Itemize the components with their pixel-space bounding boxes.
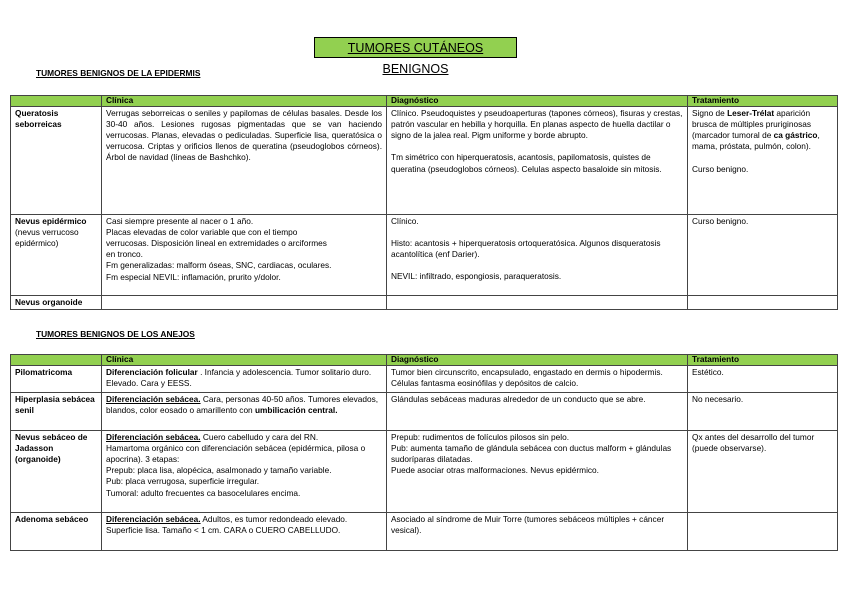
- table-epidermis: [10, 95, 838, 310]
- row-name-text: Nevus epidérmico: [15, 215, 87, 226]
- clinica-text: Adultos, es tumor redondeado elevado. Superficie lisa. Tamaño < 1 cm. CARA o CUERO CABELLUDO.: [106, 513, 348, 535]
- row-name: Nevus organoide: [11, 295, 102, 309]
- cell-diagnostico: [387, 214, 688, 295]
- row-name-sub: (nevus verrucoso epidérmico): [15, 226, 79, 248]
- header-empty: [11, 96, 102, 107]
- cell-clinica: [102, 365, 387, 392]
- cell-tratamiento: [688, 106, 838, 214]
- cell-tratamiento: Qx antes del desarrollo del tumor (puede observarse).: [688, 430, 838, 512]
- header-clinica: Clínica: [102, 355, 387, 366]
- table-row: [11, 392, 838, 430]
- cell-diagnostico: [387, 295, 688, 309]
- cell-clinica: [102, 392, 387, 430]
- table-row: [11, 214, 838, 295]
- clinica-bold: Diferenciación sebácea.: [106, 513, 201, 524]
- table-header-row: [11, 96, 838, 107]
- table-row: [11, 365, 838, 392]
- diagnostico-p2: Tm simétrico con hiperqueratosis, acantosis, papilomatosis, quistes de queratina (pseudoglobos córneos). Celulas aspecto basaloide sin mitosis.: [391, 152, 662, 174]
- row-name: Queratosis seborreicas: [11, 106, 102, 214]
- clinica-line: Tumoral: adulto frecuentes ca basocelulares encima.: [106, 487, 301, 498]
- section-heading-epidermis: TUMORES BENIGNOS DE LA EPIDERMIS: [36, 68, 201, 78]
- clinica-bold: Diferenciación folicular: [106, 366, 198, 377]
- clinica-first-line: [106, 432, 382, 443]
- row-name: Pilomatricoma: [11, 365, 102, 392]
- diagnostico-line: Puede asociar otras malformaciones. Nevus epidérmico.: [391, 465, 599, 476]
- row-name: [11, 214, 102, 295]
- tratamiento-extra: Curso benigno.: [692, 163, 749, 174]
- cell-diagnostico: Asociado al síndrome de Muir Torre (tumores sebáceos múltiples + cáncer vesical).: [387, 512, 688, 550]
- tratamiento-text: Signo de: [692, 107, 728, 118]
- diagnostico-line: Clínico.: [391, 215, 419, 226]
- cell-clinica: [102, 430, 387, 512]
- tratamiento-bold: Leser-Trélat: [727, 107, 775, 118]
- diagnostico-line: Pub: aumenta tamaño de glándula sebácea con ductus malform + glándulas sudoríparas dilatadas.: [391, 442, 672, 464]
- cell-tratamiento: Estético.: [688, 365, 838, 392]
- clinica-line: Pub: placa verrugosa, superficie irregular.: [106, 476, 260, 487]
- cell-tratamiento: Curso benigno.: [688, 214, 838, 295]
- clinica-line: Fm especial NEVIL: inflamación, prurito y/dolor.: [106, 271, 281, 282]
- clinica-bold: umbilicación central.: [254, 404, 338, 415]
- cell-tratamiento: [688, 295, 838, 309]
- table-header-row: [11, 355, 838, 366]
- header-diagnostico: Diagnóstico: [387, 96, 688, 107]
- cell-tratamiento: [688, 512, 838, 550]
- clinica-line: verrucosas. Disposición lineal en extremidades o arciformes: [106, 237, 327, 248]
- table-row: [11, 106, 838, 214]
- cell-tratamiento: No necesario.: [688, 392, 838, 430]
- cell-clinica: [102, 214, 387, 295]
- header-tratamiento: Tratamiento: [688, 96, 838, 107]
- row-name: Nevus sebáceo de Jadasson (organoide): [11, 430, 102, 512]
- section-heading-anejos: TUMORES BENIGNOS DE LOS ANEJOS: [36, 329, 195, 339]
- tratamiento-text: aparición brusca de múltiples pruriginosas (marcador tumoral de: [692, 107, 811, 140]
- cell-clinica: Verrugas seborreicas o seniles y papilomas de células basales. Desde los 30-40 años. Lesiones rugosas pigmentadas que se van haciendo verrucosas. Planas, elevadas o pediculadas. Superficie lisa, queratósica o verrucosa. Criptas y orificios llenos de queratina (pseudoglobos córneos). Árbol de navidad (líneas de Bashchko).: [102, 106, 387, 214]
- tratamiento-bold: ca gástrico: [773, 129, 818, 140]
- clinica-bold: Diferenciación sebácea.: [106, 393, 201, 404]
- header-empty: [11, 355, 102, 366]
- clinica-text: Cara, personas 40-50 años. Tumores elevados, blandos, color eosado o amarillento con: [106, 393, 379, 415]
- cell-clinica: [102, 512, 387, 550]
- tratamiento-text: , mama, próstata, pulmón, colon).: [692, 129, 820, 152]
- document-title: TUMORES CUTÁNEOS BENIGNOS: [314, 37, 517, 58]
- cell-diagnostico: [387, 106, 688, 214]
- row-name: Adenoma sebáceo: [11, 512, 102, 550]
- cell-clinica: [102, 295, 387, 309]
- clinica-line: en tronco.: [106, 249, 143, 260]
- clinica-line: Prepub: placa lisa, alopécica, asalmonado y tamaño variable.: [106, 465, 332, 476]
- clinica-text: . Infancia y adolescencia. Tumor solitario duro. Elevado. Cara y EESS.: [106, 366, 372, 388]
- table-row: [11, 512, 838, 550]
- diagnostico-line: NEVIL: infiltrado, espongiosis, paraqueratosis.: [391, 271, 562, 282]
- cell-diagnostico: Tumor bien circunscrito, encapsulado, engastado en dermis o hipodermis. Células fantasma eosinófilas y depósitos de calcio.: [387, 365, 688, 392]
- diagnostico-line: Prepub: rudimentos de folículos pilosos sin pelo.: [391, 431, 570, 442]
- header-tratamiento: Tratamiento: [688, 355, 838, 366]
- clinica-line: Casi siempre presente al nacer o 1 año.: [106, 215, 254, 226]
- clinica-bold: Diferenciación sebácea.: [106, 431, 201, 442]
- clinica-text: Cuero cabelludo y cara del RN.: [200, 431, 319, 442]
- cell-diagnostico: Glándulas sebáceas maduras alrededor de un conducto que se abre.: [387, 392, 688, 430]
- diagnostico-line: Histo: acantosis + hiperqueratosis ortoqueratósica. Algunos disqueratosis acantolítica (enf Darier).: [391, 237, 661, 260]
- diagnostico-p1: Clínico. Pseudoquistes y pseudoaperturas (tapones córneos), fisuras y crestas, patrón vascular en hebilla y horquilla. En planas aspecto de huella dactilar o signo de la jalea real. Pigm uniforme y borde abrupto.: [391, 107, 683, 140]
- header-diagnostico: Diagnóstico: [387, 355, 688, 366]
- clinica-line: Placas elevadas de color variable que con el tiempo: [106, 226, 298, 237]
- clinica-line: Hamartoma orgánico con diferenciación sebácea (epidérmica, pilosa o apocrina). 3 etapas:: [106, 442, 366, 464]
- header-clinica: Clínica: [102, 96, 387, 107]
- clinica-line: Fm generalizadas: malform óseas, SNC, cardiacas, oculares.: [106, 260, 332, 271]
- table-row: [11, 295, 838, 309]
- table-row: [11, 430, 838, 512]
- cell-diagnostico: [387, 430, 688, 512]
- row-name: Hiperplasia sebácea senil: [11, 392, 102, 430]
- table-anejos: [10, 354, 838, 551]
